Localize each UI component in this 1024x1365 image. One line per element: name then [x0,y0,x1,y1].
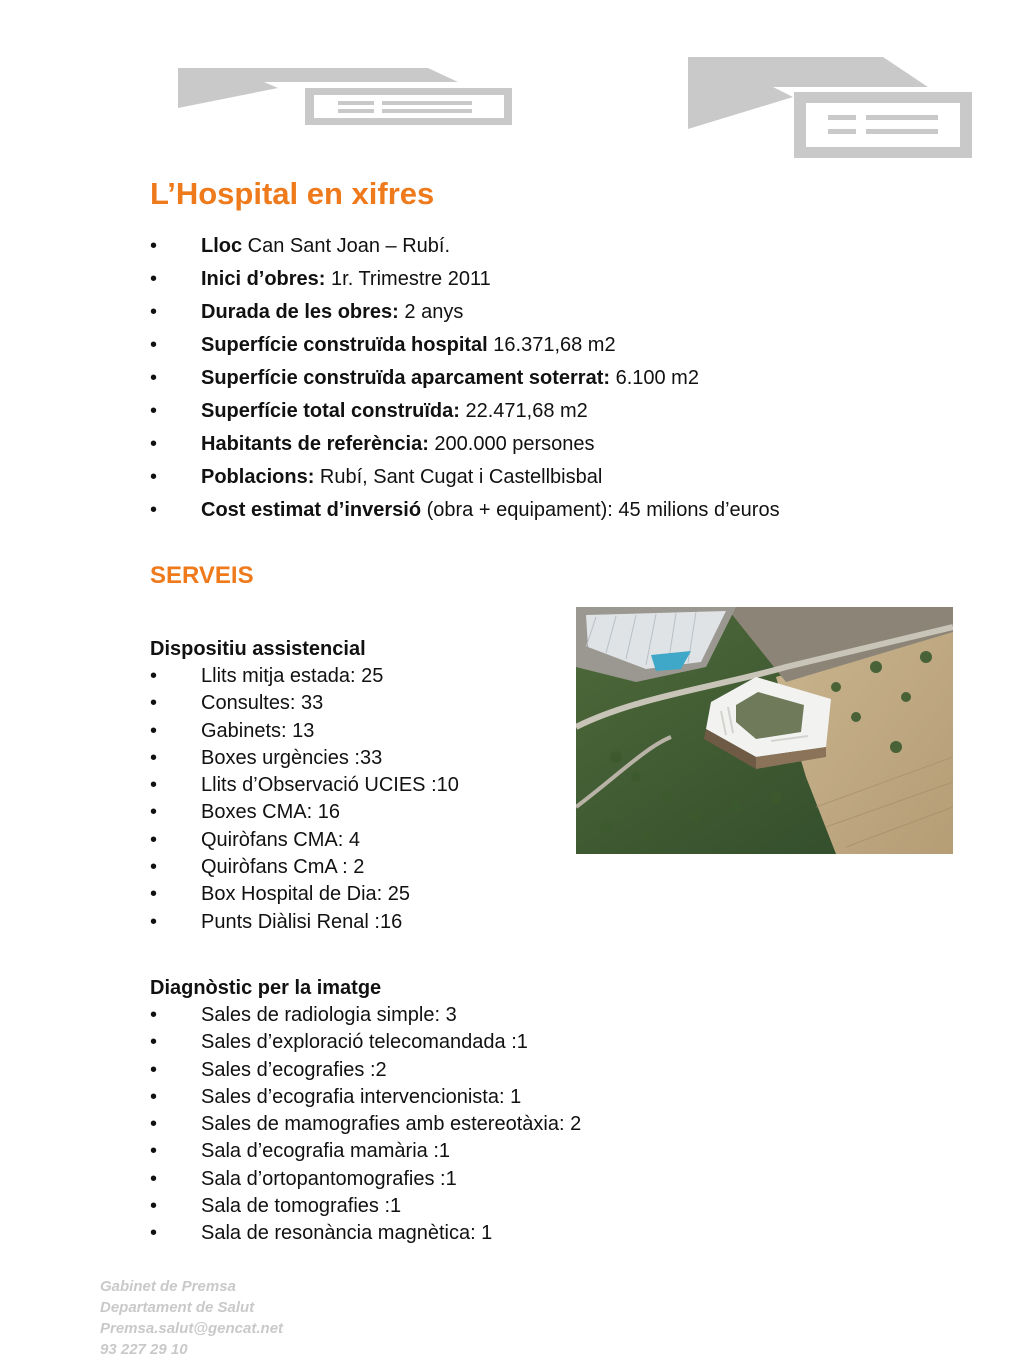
fact-item: • Habitants de referència: 200.000 persones [150,428,930,461]
list-item: • Sala d’ecografia mamària :1 [150,1138,710,1165]
dispositiu-heading: Dispositiu assistencial [150,638,366,660]
list-item: • Gabinets: 13 [150,718,710,745]
fact-item: • Superfície total construïda: 22.471,68 m2 [150,395,930,428]
fact-item: • Cost estimat d’inversió (obra + equipament): 45 milions d’euros [150,494,930,527]
list-item: • Boxes urgències :33 [150,745,710,772]
diagnostic-heading: Diagnòstic per la imatge [150,977,382,999]
list-item: • Quiròfans CmA : 2 [150,854,710,881]
page-title: L’Hospital en xifres [150,176,435,211]
hospital-aerial-photo [576,607,953,854]
list-item: • Sales de radiologia simple: 3 [150,1002,710,1029]
fact-item: • Inici d’obres: 1r. Trimestre 2011 [150,263,930,296]
fact-item: • Superfície construïda aparcament soterrat: 6.100 m2 [150,362,930,395]
footer-line: Departament de Salut [100,1299,255,1316]
footer-phone: 93 227 29 10 [100,1341,188,1358]
list-item: • Sales d’exploració telecomandada :1 [150,1029,710,1056]
list-item: • Sales d’ecografia intervencionista: 1 [150,1084,710,1111]
list-item: • Boxes CMA: 16 [150,799,710,826]
list-item: • Sala d’ortopantomografies :1 [150,1166,710,1193]
list-item: • Llits mitja estada: 25 [150,663,710,690]
fact-item: • Lloc Can Sant Joan – Rubí. [150,230,930,263]
list-item: • Sales d’ecografies :2 [150,1057,710,1084]
list-item: • Quiròfans CMA: 4 [150,827,710,854]
fact-item: • Durada de les obres: 2 anys [150,296,930,329]
list-item: • Llits d’Observació UCIES :10 [150,772,710,799]
footer-email[interactable]: Premsa.salut@gencat.net [100,1320,284,1337]
footer-contact [100,1276,283,1360]
header-logo-right-icon [688,57,974,159]
list-item: • Punts Diàlisi Renal :16 [150,909,710,936]
header-logo-left-icon [178,68,514,126]
list-item: • Consultes: 33 [150,690,710,717]
facts-list [150,230,930,527]
fact-item: • Poblacions: Rubí, Sant Cugat i Castellbisbal [150,461,930,494]
list-item: • Sala de resonància magnètica: 1 [150,1220,710,1247]
diagnostic-list [150,1002,710,1248]
list-item: • Box Hospital de Dia: 25 [150,881,710,908]
fact-item: • Superfície construïda hospital 16.371,68 m2 [150,329,930,362]
serveis-heading: SERVEIS [150,562,254,589]
list-item: • Sala de tomografies :1 [150,1193,710,1220]
list-item: • Sales de mamografies amb estereotàxia: 2 [150,1111,710,1138]
footer-line: Gabinet de Premsa [100,1278,236,1295]
